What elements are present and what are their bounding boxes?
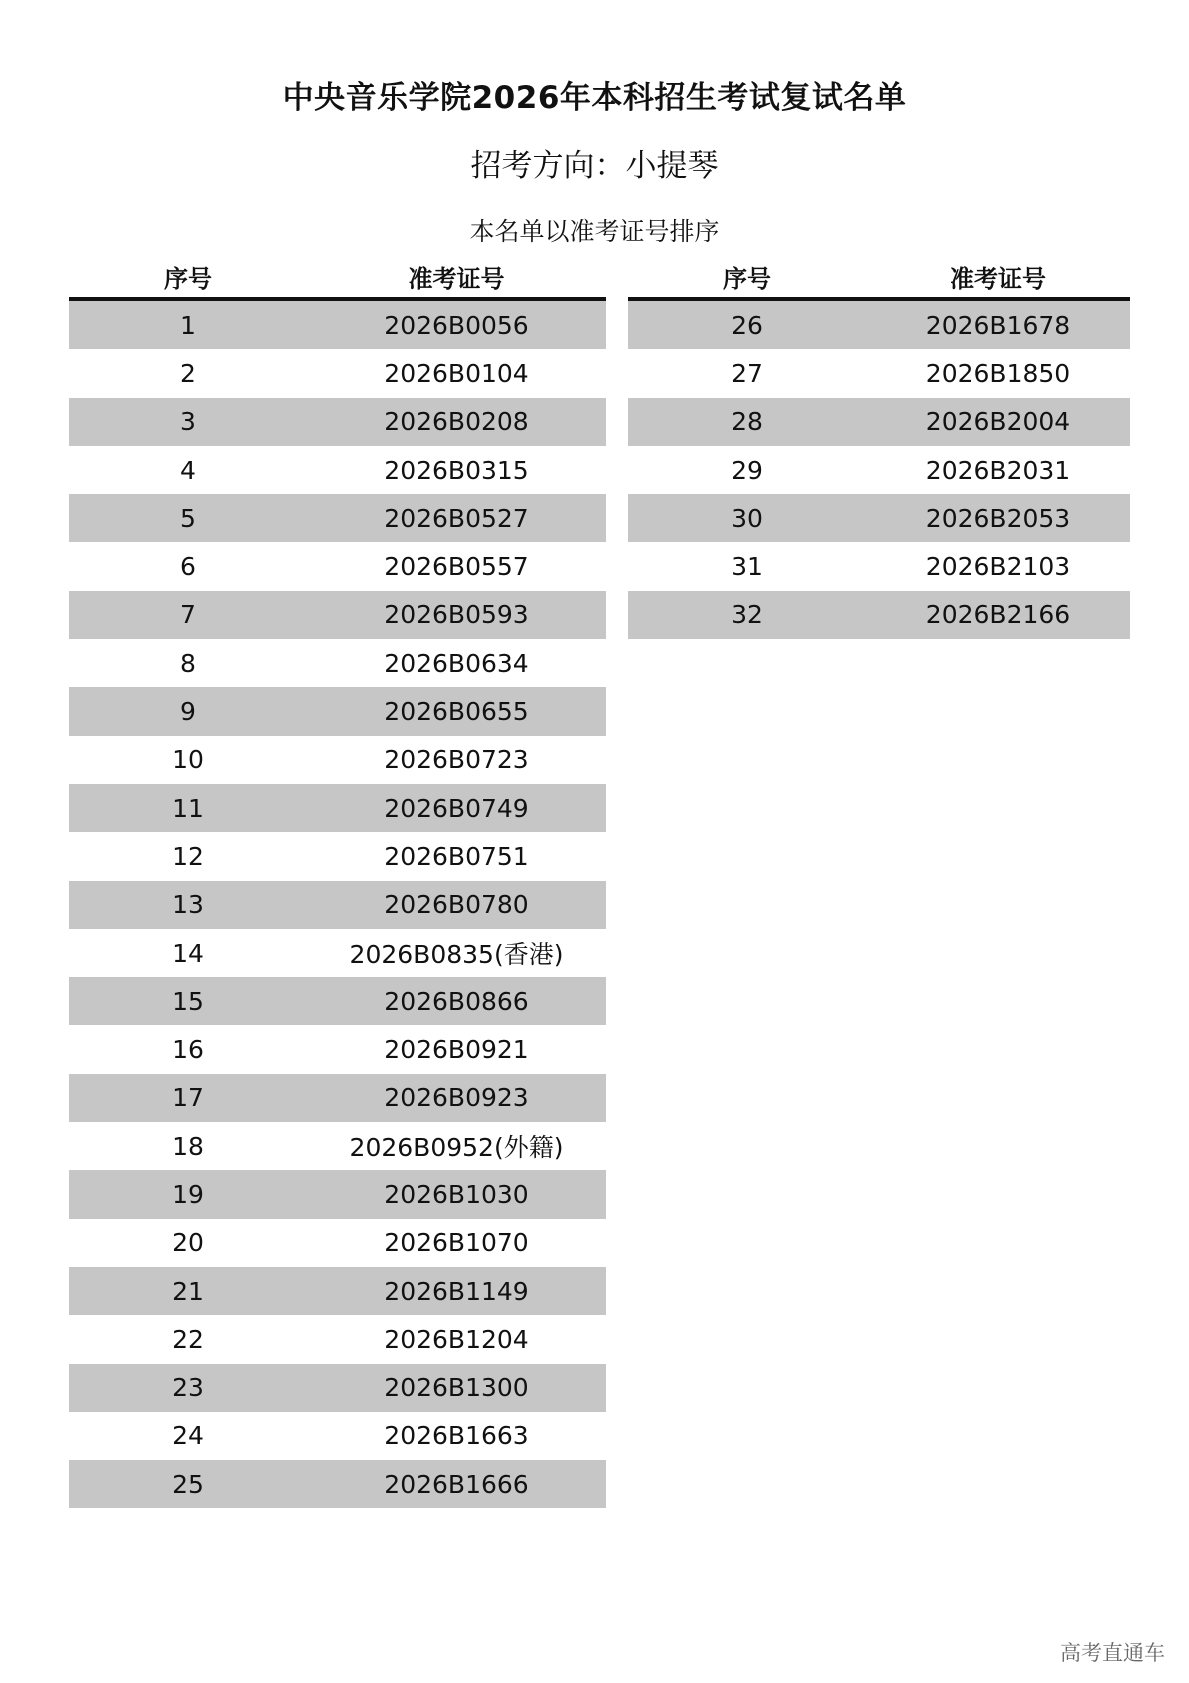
row-exam-id: 2026B1070: [384, 1228, 529, 1258]
row-exam-id: 2026B0835(香港): [349, 940, 564, 969]
table-row: [69, 301, 606, 349]
row-exam-id: 2026B2053: [925, 503, 1071, 533]
row-exam-id: 2026B0655: [384, 697, 529, 727]
row-exam-id: 2026B1678: [925, 310, 1071, 340]
row-seq: 30: [731, 503, 763, 533]
table-row: [628, 349, 1130, 397]
row-seq: 29: [731, 455, 763, 485]
table-row: [69, 542, 606, 590]
row-exam-id: 2026B0866: [384, 986, 529, 1016]
table-row: [628, 494, 1130, 542]
row-exam-id: 2026B0593: [384, 600, 529, 630]
row-exam-id: 2026B0634: [384, 648, 529, 678]
row-seq: 9: [180, 697, 196, 727]
table-row: [69, 349, 606, 397]
header-seq: 序号: [723, 265, 771, 293]
table-row: [69, 1025, 606, 1073]
row-seq: 7: [180, 600, 196, 630]
row-exam-id: 2026B0723: [384, 745, 529, 775]
row-seq: 25: [172, 1469, 204, 1499]
row-exam-id: 2026B1030: [384, 1179, 529, 1209]
table-row: [69, 1364, 606, 1412]
row-seq: 5: [180, 503, 196, 533]
row-seq: 19: [172, 1179, 204, 1209]
row-seq: 10: [172, 745, 204, 775]
table-row: [69, 1267, 606, 1315]
table-row: [69, 881, 606, 929]
row-exam-id: 2026B2103: [925, 552, 1071, 582]
row-seq: 13: [172, 890, 204, 920]
row-seq: 26: [731, 310, 763, 340]
row-seq: 1: [180, 310, 196, 340]
table-row: [628, 446, 1130, 494]
row-exam-id: 2026B2166: [925, 600, 1071, 630]
row-seq: 28: [731, 407, 763, 437]
document-subtitle: 招考方向：小提琴: [470, 148, 719, 184]
row-seq: 4: [180, 455, 196, 485]
row-seq: 17: [172, 1083, 204, 1113]
document-title: 中央音乐学院2026年本科招生考试复试名单: [282, 80, 907, 116]
right-table: [628, 256, 1130, 639]
row-seq: 16: [172, 1035, 204, 1065]
table-row: [69, 1122, 606, 1170]
row-exam-id: 2026B0749: [384, 793, 529, 823]
row-seq: 8: [180, 648, 196, 678]
watermark-text: 高考直通车: [1060, 1641, 1165, 1665]
row-exam-id: 2026B1204: [384, 1324, 529, 1354]
row-seq: 6: [180, 552, 196, 582]
row-seq: 22: [172, 1324, 204, 1354]
table-row: [69, 1460, 606, 1508]
table-row: [69, 1315, 606, 1363]
row-exam-id: 2026B1300: [384, 1373, 529, 1403]
row-exam-id: 2026B0780: [384, 890, 529, 920]
table-row: [69, 784, 606, 832]
row-seq: 3: [180, 407, 196, 437]
left-table: [69, 256, 606, 1508]
row-exam-id: 2026B0208: [384, 407, 529, 437]
left-table-header: [69, 256, 606, 301]
row-exam-id: 2026B0315: [384, 455, 529, 485]
table-row: [69, 977, 606, 1025]
left-table-body: [69, 301, 606, 1508]
row-exam-id: 2026B0056: [384, 310, 529, 340]
table-row: [69, 929, 606, 977]
row-exam-id: 2026B1663: [384, 1421, 529, 1451]
row-exam-id: 2026B0921: [384, 1035, 529, 1065]
header-exam-id: 准考证号: [950, 265, 1046, 293]
table-row: [628, 542, 1130, 590]
table-row: [69, 591, 606, 639]
row-exam-id: 2026B0751: [384, 841, 529, 871]
row-seq: 2: [180, 358, 196, 388]
row-seq: 23: [172, 1373, 204, 1403]
table-row: [69, 446, 606, 494]
row-seq: 20: [172, 1228, 204, 1258]
row-exam-id: 2026B2004: [925, 407, 1071, 437]
row-exam-id: 2026B0557: [384, 552, 529, 582]
table-row: [69, 736, 606, 784]
table-row: [69, 832, 606, 880]
header-exam-id: 准考证号: [408, 265, 505, 293]
row-seq: 21: [172, 1276, 204, 1306]
row-exam-id: 2026B0527: [384, 503, 529, 533]
row-seq: 11: [172, 793, 204, 823]
table-row: [69, 1170, 606, 1218]
right-table-header: [628, 256, 1130, 301]
table-row: [628, 301, 1130, 349]
table-row: [69, 687, 606, 735]
row-exam-id: 2026B1850: [925, 358, 1071, 388]
row-exam-id: 2026B0923: [384, 1083, 529, 1113]
row-seq: 12: [172, 841, 204, 871]
table-row: [628, 591, 1130, 639]
right-table-body: [628, 301, 1130, 639]
row-seq: 18: [172, 1131, 204, 1161]
table-row: [69, 398, 606, 446]
row-exam-id: 2026B1666: [384, 1469, 529, 1499]
row-seq: 31: [731, 552, 763, 582]
row-exam-id: 2026B0952(外籍): [349, 1133, 564, 1163]
row-seq: 27: [731, 358, 763, 388]
header-seq: 序号: [164, 265, 212, 293]
table-row: [69, 1412, 606, 1460]
row-seq: 24: [172, 1421, 204, 1451]
table-row: [628, 398, 1130, 446]
row-exam-id: 2026B1149: [384, 1276, 529, 1306]
row-seq: 14: [172, 938, 204, 968]
row-seq: 15: [172, 986, 204, 1016]
row-exam-id: 2026B0104: [384, 358, 529, 388]
row-exam-id: 2026B2031: [925, 455, 1071, 485]
table-row: [69, 494, 606, 542]
row-seq: 32: [731, 600, 763, 630]
sort-note: 本名单以准考证号排序: [469, 217, 720, 246]
table-row: [69, 1074, 606, 1122]
table-row: [69, 1219, 606, 1267]
table-row: [69, 639, 606, 687]
